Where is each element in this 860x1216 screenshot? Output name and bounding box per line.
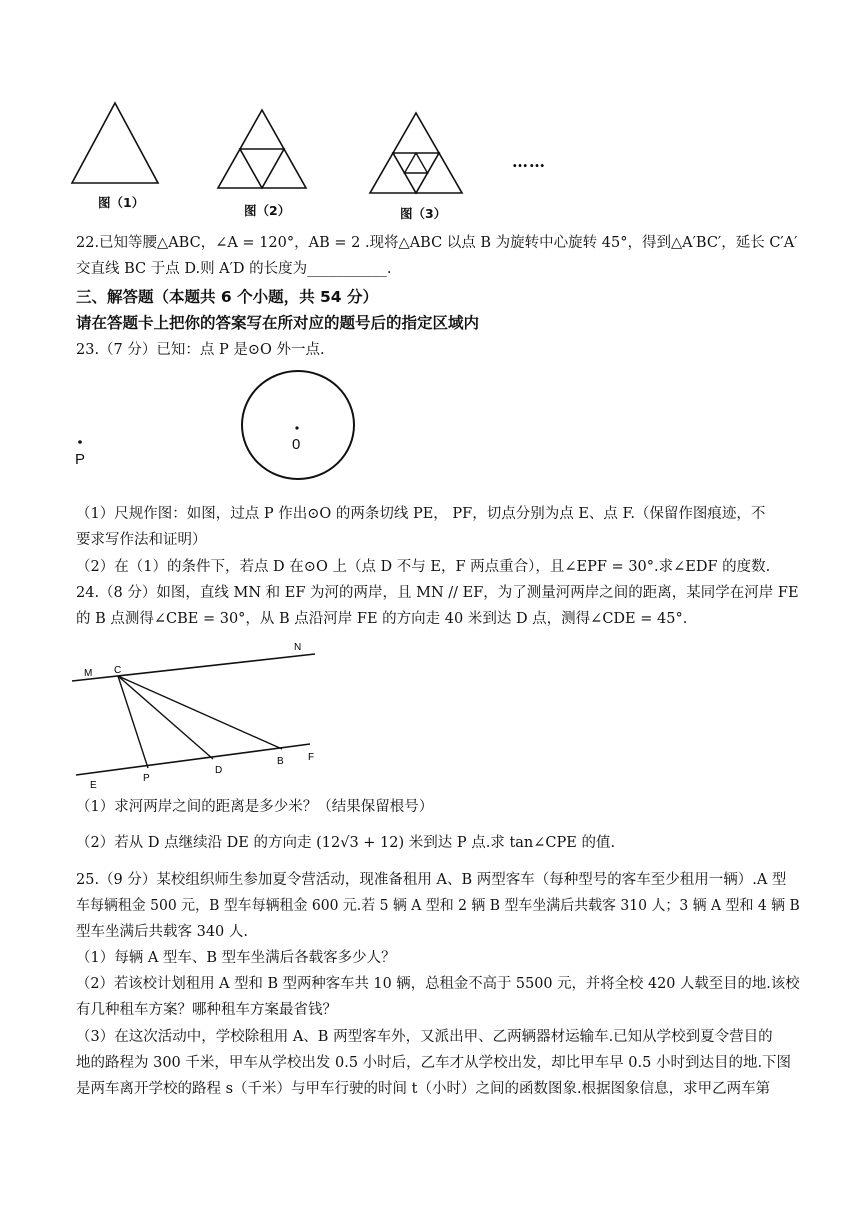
label-e: E <box>90 780 97 788</box>
label-p: P <box>143 773 150 784</box>
figure-ellipsis: …… <box>512 152 546 171</box>
triangle-figures <box>60 95 580 205</box>
q23-stem: 23.（7 分）已知：点 P 是⊙O 外一点. <box>76 342 325 358</box>
label-d: D <box>215 765 223 776</box>
section-3-subheading: 请在答题卡上把你的答案写在所对应的题号后的指定区域内 <box>76 314 480 332</box>
q25-line-1: 25.（9 分）某校组织师生参加夏令营活动，现准备租用 A、B 两型客车（每种型号的客车至少租用一辆）.A 型 <box>76 872 787 888</box>
label-c: C <box>114 665 122 676</box>
q23-part1-line-2: 要求写作法和证明） <box>76 532 207 548</box>
figure-1-caption: 图（1） <box>98 195 145 210</box>
section-3-heading: 三、解答题（本题共 6 个小题，共 54 分） <box>76 288 378 306</box>
q23-circle-figure <box>70 368 380 484</box>
label-f: F <box>308 752 315 763</box>
q24-line-2: 的 B 点测得∠CBE = 30°，从 B 点沿河岸 FE 的方向走 40 米到达 D 点，测得∠CDE = 45°. <box>76 611 688 627</box>
figure-1-triangle <box>72 103 158 183</box>
q25-part3-line-1: （3）在这次活动中，学校除租用 A、B 两型客车外，又派出甲、乙两辆器材运输车.已知从学校到夏令营目的 <box>76 1029 773 1045</box>
figure-3-caption: 图（3） <box>400 206 447 221</box>
circle-o <box>242 371 354 479</box>
bank-mn <box>72 654 315 681</box>
label-n: N <box>294 642 302 653</box>
point-p-dot <box>78 440 82 444</box>
figure-3-triangles <box>370 113 462 193</box>
label-m: M <box>84 668 93 679</box>
q23-part2: （2）在（1）的条件下，若点 D 在⊙O 上（点 D 不与 E，F 两点重合），且∠EPF = 30°.求∠EDF 的度数. <box>76 559 771 575</box>
q25-part2-line-1: （2）若该校计划租用 A 型和 B 型两种客车共 10 辆，总租金不高于 5500 元，并将全校 420 人载至目的地.该校 <box>76 976 800 992</box>
segment-cb <box>118 676 282 749</box>
figure-2-triangles <box>218 110 306 188</box>
q25-part3-line-3: 是两车离开学校的路程 s（千米）与甲车行驶的时间 t（小时）之间的函数图象.根据图象信息，求甲乙两车第 <box>76 1081 771 1097</box>
q24-line-1: 24.（8 分）如图，直线 MN 和 EF 为河的两岸，且 MN // EF，为了测量河两岸之间的距离，某同学在河岸 FE <box>76 585 799 601</box>
q23-part1-line-1: （1）尺规作图：如图，过点 P 作出⊙O 的两条切线 PE， PF，切点分别为点 E、点 F.（保留作图痕迹，不 <box>76 506 766 522</box>
q25-part1: （1）每辆 A 型车、B 型车坐满后各载客多少人？ <box>76 950 396 966</box>
figure-2-caption: 图（2） <box>244 203 291 218</box>
q25-part2-line-2: 有几种租车方案？哪种租车方案最省钱？ <box>76 1002 337 1018</box>
label-b: B <box>277 756 284 767</box>
q23-label-o: 0 <box>292 436 301 453</box>
q23-label-p: P <box>75 451 86 468</box>
q22-line-1: 22.已知等腰△ABC，∠A = 120°，AB = 2 .现将△ABC 以点 B 为旋转中心旋转 45°，得到△A′BC′，延长 C′A′ <box>76 235 798 251</box>
point-o-dot <box>295 426 298 429</box>
q22-line-2: 交直线 BC 于点 D.则 A′D 的长度为___________. <box>76 261 392 277</box>
q24-part1: （1）求河两岸之间的距离是多少米？（结果保留根号） <box>76 799 434 815</box>
q25-line-2: 车每辆租金 500 元，B 型车每辆租金 600 元.若 5 辆 A 型和 2 辆 B 型车坐满后共载客 310 人；3 辆 A 型和 4 辆 B <box>76 898 800 914</box>
q25-part3-line-2: 地的路程为 300 千米，甲车从学校出发 0.5 小时后，乙车才从学校出发，却比甲车早 0.5 小时到达目的地.下图 <box>76 1055 792 1071</box>
q24-part2: （2）若从 D 点继续沿 DE 的方向走 (12√3 + 12) 米到达 P 点.求 tan∠CPE 的值. <box>76 835 616 851</box>
q24-river-figure <box>70 638 340 788</box>
bank-ef <box>76 744 310 775</box>
q25-line-3: 型车坐满后共载客 340 人. <box>76 924 249 940</box>
